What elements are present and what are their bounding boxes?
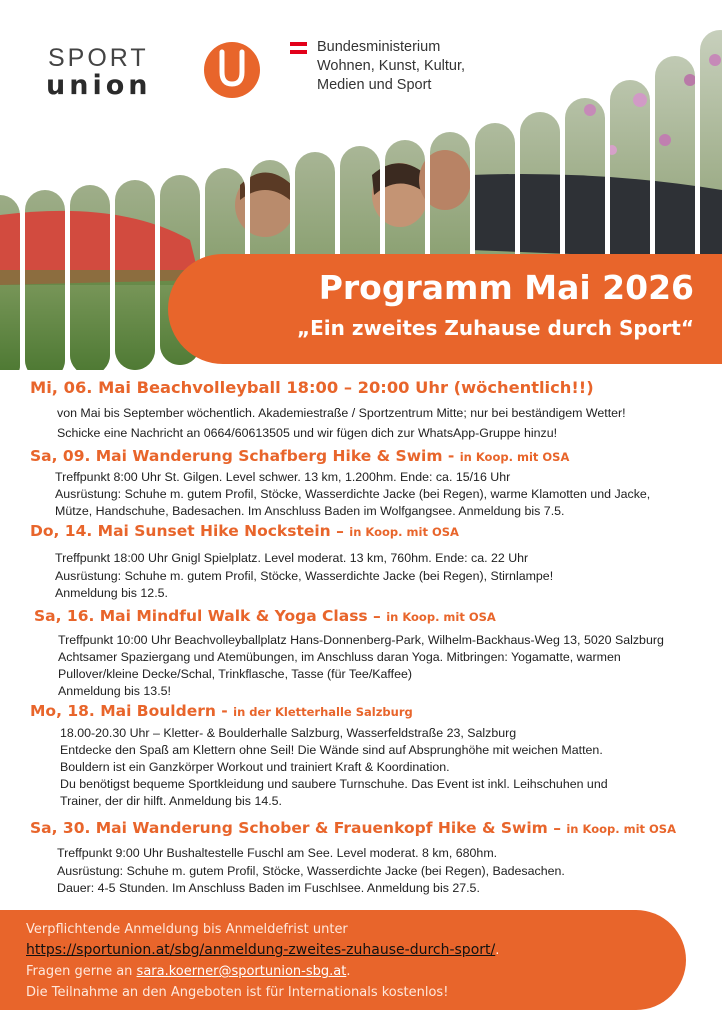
footer-contact-prefix: Fragen gerne an — [26, 964, 137, 979]
event-line: Treffpunkt 18:00 Uhr Gnigl Spielplatz. Level moderat. 13 km, 760hm. Ende: ca. 22 Uhr — [55, 551, 529, 565]
event-line: Ausrüstung: Schuhe m. gutem Profil, Stöcke, Wasserdichte Jacke (bei Regen), warme Klamotten und Jacke, — [55, 487, 651, 501]
event-line: von Mai bis September wöchentlich. Akademiestraße / Sportzentrum Mitte; nur bei beständigem Wetter! — [57, 406, 626, 420]
event-title: Do, 14. Mai Sunset Hike Nockstein – in Koop. mit OSA — [30, 522, 459, 540]
title-banner — [168, 254, 722, 364]
event-line: 18.00-20.30 Uhr – Kletter- & Boulderhalle Salzburg, Wasserfeldstraße 23, Salzburg — [60, 726, 517, 740]
page-title: Programm Mai 2026 — [318, 268, 694, 307]
event-title: Sa, 16. Mai Mindful Walk & Yoga Class – in Koop. mit OSA — [34, 607, 496, 625]
ministry-line-3: Medien und Sport — [317, 77, 432, 93]
union-u-icon — [204, 42, 260, 98]
logo-text-union: union — [46, 70, 152, 101]
austria-flag-icon — [290, 42, 307, 54]
event-title: Mi, 06. Mai Beachvolleyball 18:00 – 20:00 Uhr (wöchentlich!!) — [30, 378, 594, 397]
contact-email-link[interactable]: sara.koerner@sportunion-sbg.at — [136, 964, 347, 979]
ministry-name — [317, 38, 527, 95]
event-line: Treffpunkt 10:00 Uhr Beachvolleyballplatz Hans-Donnenberg-Park, Wilhelm-Backhaus-Weg 13, 5020 Salzburg — [58, 633, 664, 647]
event-title: Sa, 30. Mai Wanderung Schober & Frauenkopf Hike & Swim – in Koop. mit OSA — [30, 819, 676, 837]
event-line: Ausrüstung: Schuhe m. gutem Profil, Stöcke, Wasserdichte Jacke (bei Regen), Stirnlampe! — [55, 569, 554, 583]
event-koop: in der Kletterhalle Salzburg — [233, 705, 413, 719]
event-title: Mo, 18. Mai Bouldern - in der Kletterhalle Salzburg — [30, 702, 413, 720]
footer-line-2 — [26, 942, 499, 958]
event-line: Trainer, der dir hilft. Anmeldung bis 14.5. — [60, 794, 283, 808]
registration-footer — [0, 910, 686, 1010]
event-line: Dauer: 4-5 Stunden. Im Anschluss Baden im Fuschlsee. Anmeldung bis 27.5. — [57, 881, 480, 895]
footer-line-3 — [26, 964, 350, 979]
page-subtitle: „Ein zweites Zuhause durch Sport“ — [296, 316, 694, 340]
event-line: Ausrüstung: Schuhe m. gutem Profil, Stöcke, Wasserdichte Jacke (bei Regen), Badesachen. — [57, 864, 565, 878]
logo-text-sport: SPORT — [48, 44, 149, 72]
event-line: Treffpunkt 8:00 Uhr St. Gilgen. Level schwer. 13 km, 1.200hm. Ende: ca. 15/16 Uhr — [55, 470, 511, 484]
footer-link-suffix: . — [495, 943, 500, 958]
event-title: Sa, 09. Mai Wanderung Schafberg Hike & Swim - in Koop. mit OSA — [30, 447, 570, 465]
event-line: Pullover/kleine Decke/Schal, Trinkflasche, Tasse (für Tee/Kaffee) — [58, 667, 412, 681]
footer-contact-suffix: . — [346, 964, 351, 979]
ministry-line-1: Bundesministerium — [317, 39, 441, 55]
footer-line-1: Verpflichtende Anmeldung bis Anmeldefrist unter — [26, 922, 348, 937]
registration-link[interactable]: https://sportunion.at/sbg/anmeldung-zweites-zuhause-durch-sport/ — [26, 942, 496, 958]
event-line: Mütze, Handschuhe, Badesachen. Im Anschluss Baden im Wolfgangsee. Anmeldung bis 7.5. — [55, 504, 565, 518]
event-koop: in Koop. mit OSA — [349, 525, 459, 539]
event-koop: in Koop. mit OSA — [386, 610, 496, 624]
event-line: Treffpunkt 9:00 Uhr Bushaltestelle Fuschl am See. Level moderat. 8 km, 680hm. — [57, 846, 498, 860]
event-line: Anmeldung bis 13.5! — [58, 684, 171, 698]
event-koop: in Koop. mit OSA — [566, 822, 676, 836]
event-line: Anmeldung bis 12.5. — [55, 586, 168, 600]
event-line: Bouldern ist ein Ganzkörper Workout und trainiert Kraft & Koordination. — [60, 760, 450, 774]
event-line: Schicke eine Nachricht an 0664/60613505 und wir fügen dich zur WhatsApp-Gruppe hinzu! — [57, 426, 558, 440]
event-line: Du benötigst bequeme Sportkleidung und saubere Turnschuhe. Das Event ist inkl. Leihschuhen und — [60, 777, 608, 791]
sportunion-logo — [44, 40, 274, 110]
event-line: Entdecke den Spaß am Klettern ohne Seil! Die Wände sind auf Absprunghöhe mit weichen Matten. — [60, 743, 603, 757]
event-line: Achtsamer Spaziergang und Atemübungen, im Anschluss daran Yoga. Mitbringen: Yogamatte, warmen — [58, 650, 621, 664]
ministry-line-2: Wohnen, Kunst, Kultur, — [317, 58, 466, 74]
footer-line-4: Die Teilnahme an den Angeboten ist für Internationals kostenlos! — [26, 985, 449, 1000]
event-koop: in Koop. mit OSA — [459, 450, 570, 464]
